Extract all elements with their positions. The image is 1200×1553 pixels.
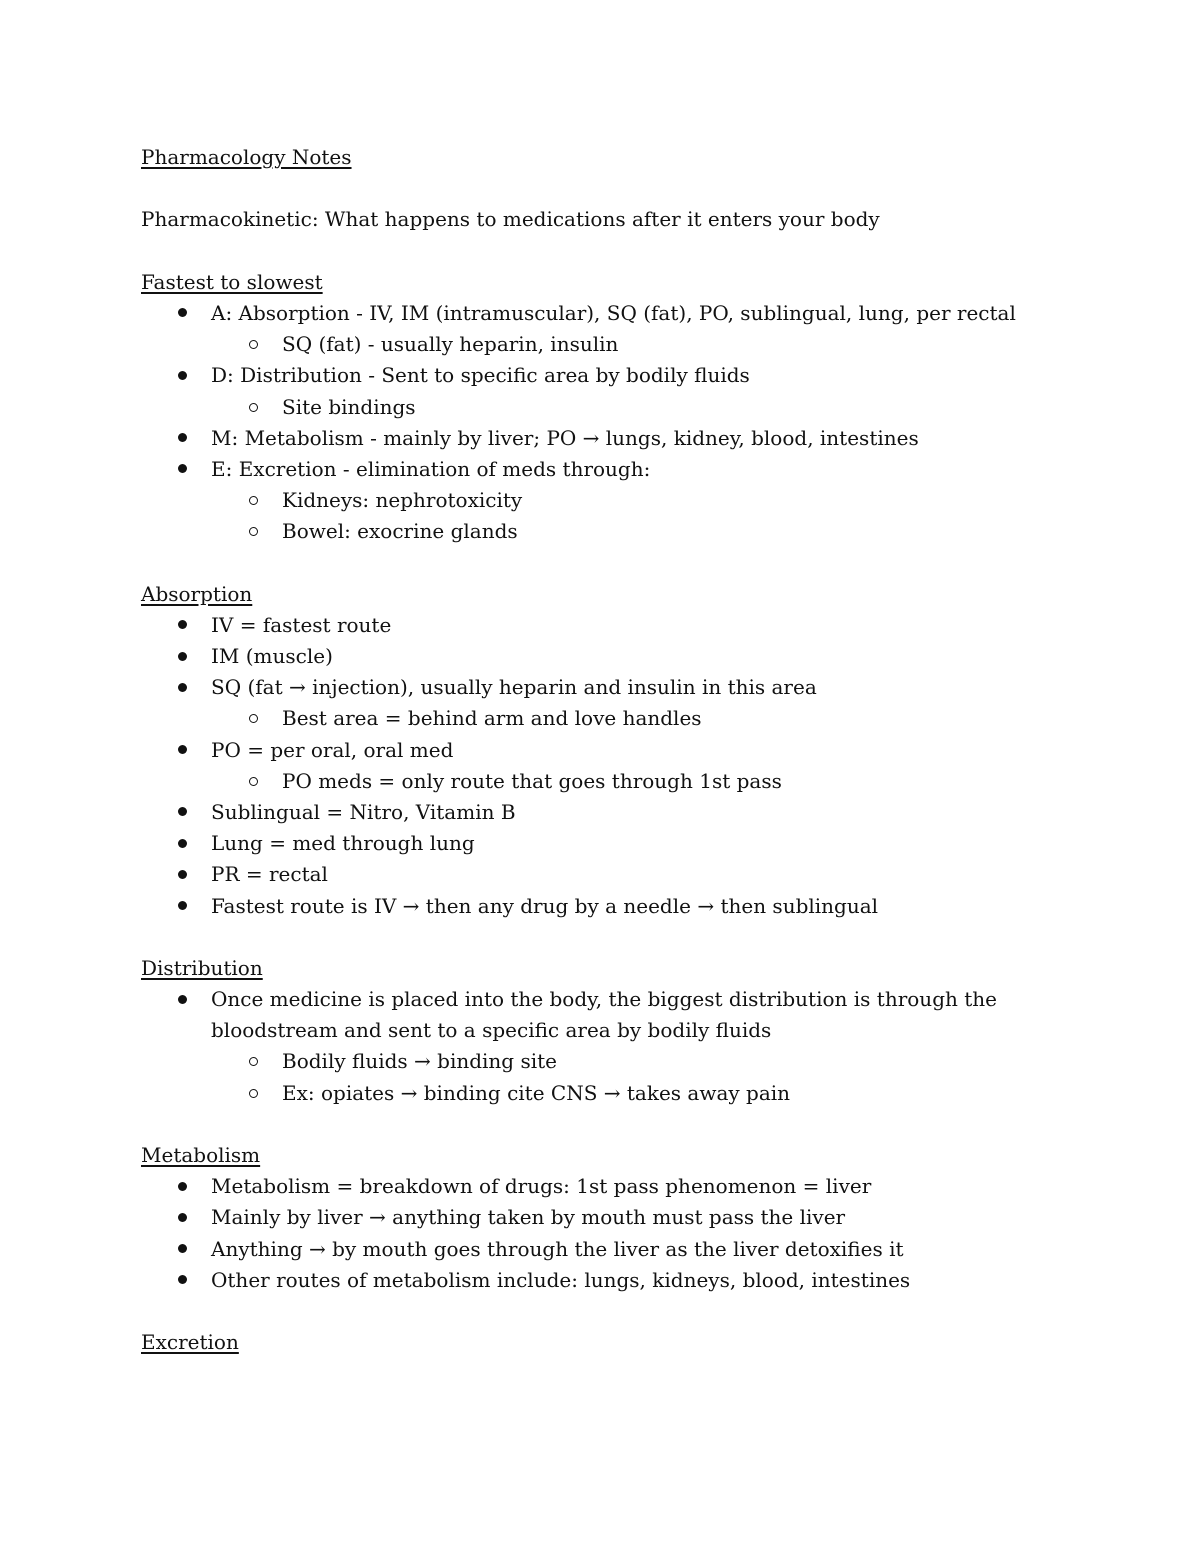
sub-list-item-text: PO meds = only route that goes through 1st pass [282, 768, 782, 793]
bullet-icon [178, 735, 187, 766]
page-title: Pharmacology Notes [141, 145, 352, 169]
list-item-text: Anything → by mouth goes through the liver as the liver detoxifies it [211, 1236, 904, 1261]
list-item [141, 984, 1021, 1046]
hollow-bullet-icon [249, 703, 258, 734]
list-item-text: Once medicine is placed into the body, the biggest distribution is through the bloodstream and sent to a specific area by bodily fluids [211, 987, 997, 1043]
sub-list-item [141, 703, 1021, 734]
sub-list-item-text: Kidneys: nephrotoxicity [282, 488, 523, 513]
bullet-icon [178, 1171, 187, 1202]
list-item [141, 298, 1021, 329]
sections-container [141, 267, 1021, 1359]
spacer [141, 547, 1021, 578]
sub-list-item-text: Ex: opiates → binding cite CNS → takes away pain [282, 1080, 791, 1105]
hollow-bullet-icon [249, 329, 258, 360]
intro-text: Pharmacokinetic: What happens to medications after it enters your body [141, 207, 880, 232]
list-item [141, 454, 1021, 485]
list-item-text: A: Absorption - IV, IM (intramuscular), SQ (fat), PO, sublingual, lung, per rectal [211, 300, 1016, 325]
bullet-icon [178, 672, 187, 703]
list-item-text: PR = rectal [211, 862, 328, 887]
hollow-bullet-icon [249, 766, 258, 797]
list-item-text: IV = fastest route [211, 612, 392, 637]
list-item [141, 1171, 1021, 1202]
list-item-text: Fastest route is IV → then any drug by a needle → then sublingual [211, 893, 879, 918]
sub-list-item [141, 516, 1021, 547]
bullet-icon [178, 1265, 187, 1296]
list-item-text: IM (muscle) [211, 644, 333, 668]
list-item-text: Metabolism = breakdown of drugs: 1st pass phenomenon = liver [211, 1174, 872, 1199]
bullet-icon [178, 891, 187, 922]
list-item [141, 610, 1021, 641]
list-item [141, 423, 1021, 454]
bullet-icon [178, 423, 187, 454]
list-item [141, 360, 1021, 391]
list-item [141, 1202, 1021, 1233]
list-item [141, 735, 1021, 766]
sub-list-item [141, 1046, 1021, 1077]
list-item-text: M: Metabolism - mainly by liver; PO → lungs, kidney, blood, intestines [211, 425, 919, 450]
list-item-text: Other routes of metabolism include: lungs, kidneys, blood, intestines [211, 1267, 911, 1292]
bullet-icon [178, 984, 187, 1015]
spacer [141, 1296, 1021, 1327]
bullet-icon [178, 454, 187, 485]
spacer [141, 1109, 1021, 1140]
bullet-icon [178, 859, 187, 890]
section-heading: Fastest to slowest [141, 269, 323, 294]
sub-list-item-text: Best area = behind arm and love handles [282, 706, 702, 731]
spacer [141, 236, 1021, 267]
bullet-icon [178, 298, 187, 329]
sub-list-item-text: Site bindings [282, 394, 416, 419]
bullet-icon [178, 610, 187, 641]
list-item [141, 828, 1021, 859]
list-item-text: PO = per oral, oral med [211, 737, 454, 762]
list-item [141, 797, 1021, 828]
list-item-text: Mainly by liver → anything taken by mouth must pass the liver [211, 1205, 846, 1230]
list-item [141, 641, 1021, 672]
sub-list-item-text: Bodily fluids → binding site [282, 1049, 557, 1074]
list-item [141, 1234, 1021, 1265]
bullet-icon [178, 1234, 187, 1265]
list-item-text: SQ (fat → injection), usually heparin and insulin in this area [211, 675, 817, 700]
section-heading: Metabolism [141, 1143, 261, 1168]
document-body [141, 142, 1021, 1358]
hollow-bullet-icon [249, 392, 258, 423]
bullet-icon [178, 797, 187, 828]
section-heading: Excretion [141, 1330, 239, 1355]
bullet-icon [178, 641, 187, 672]
bullet-icon [178, 1202, 187, 1233]
list-item [141, 891, 1021, 922]
spacer [141, 922, 1021, 953]
hollow-bullet-icon [249, 485, 258, 516]
spacer [141, 173, 1021, 204]
list-item [141, 672, 1021, 703]
section-heading: Distribution [141, 955, 263, 980]
sub-list-item [141, 766, 1021, 797]
hollow-bullet-icon [249, 516, 258, 547]
sub-list-item [141, 392, 1021, 423]
sub-list-item [141, 485, 1021, 516]
section-heading: Absorption [141, 581, 253, 606]
list-item-text: Sublingual = Nitro, Vitamin B [211, 799, 516, 824]
sub-list-item [141, 329, 1021, 360]
hollow-bullet-icon [249, 1046, 258, 1077]
hollow-bullet-icon [249, 1078, 258, 1109]
list-item [141, 1265, 1021, 1296]
bullet-icon [178, 360, 187, 391]
sub-list-item [141, 1078, 1021, 1109]
list-item [141, 859, 1021, 890]
sub-list-item-text: Bowel: exocrine glands [282, 519, 518, 544]
bullet-icon [178, 828, 187, 859]
list-item-text: E: Excretion - elimination of meds through: [211, 456, 651, 481]
list-item-text: D: Distribution - Sent to specific area by bodily fluids [211, 363, 750, 388]
sub-list-item-text: SQ (fat) - usually heparin, insulin [282, 332, 619, 357]
list-item-text: Lung = med through lung [211, 831, 475, 856]
